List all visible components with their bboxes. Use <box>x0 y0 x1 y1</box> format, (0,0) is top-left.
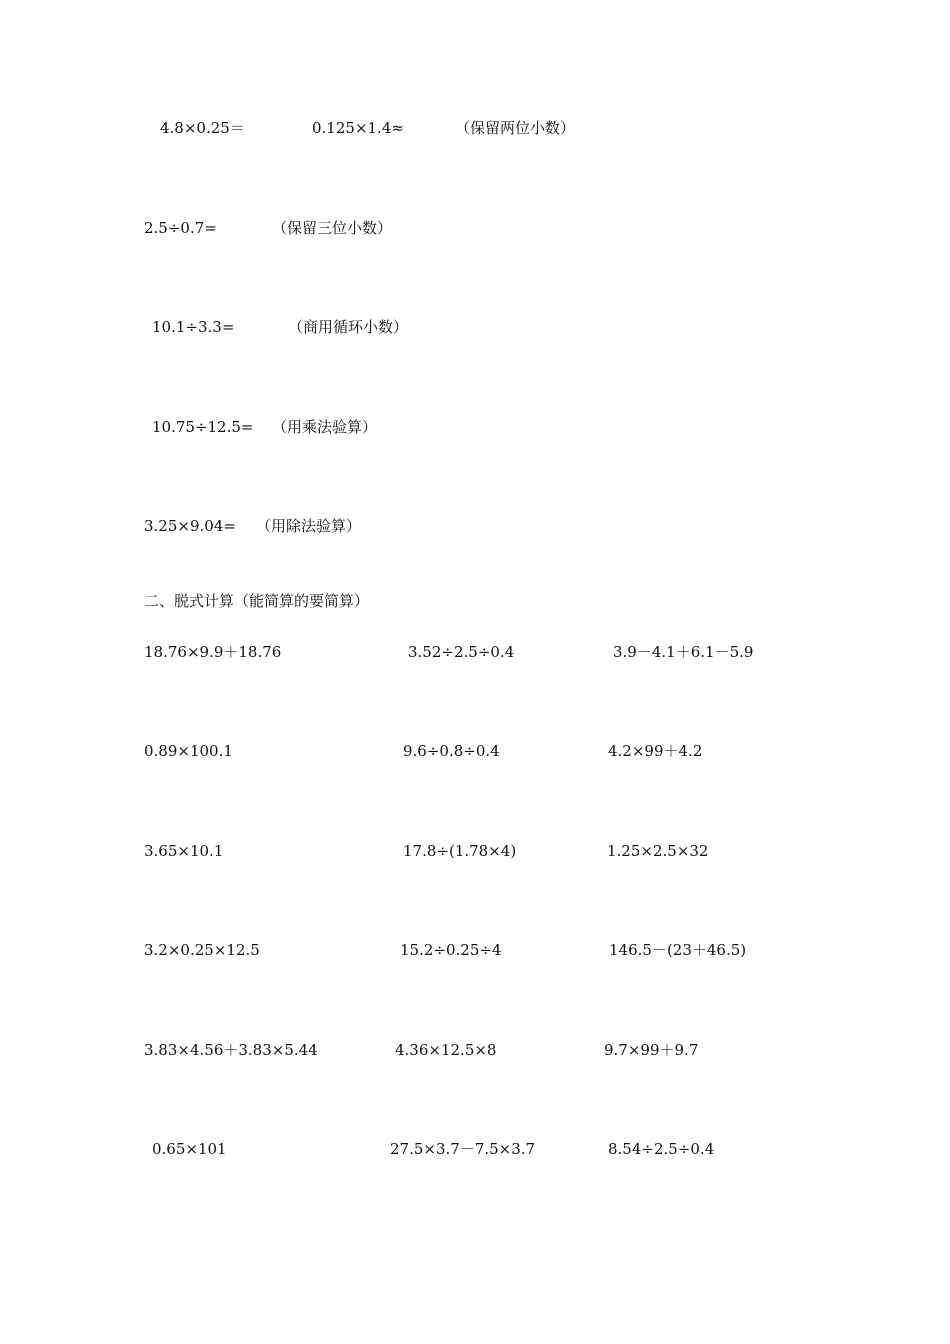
note-three-decimals: （保留三位小数） <box>272 219 393 237</box>
calc-1-2: 3.52÷2.5÷0.4 <box>408 643 515 661</box>
calc-2-2: 9.6÷0.8÷0.4 <box>403 742 500 760</box>
calc-2-3: 4.2×99＋4.2 <box>608 742 703 760</box>
calc-5-3: 9.7×99＋9.7 <box>604 1041 699 1059</box>
calc-4-1: 3.2×0.25×12.5 <box>144 941 260 959</box>
calc-3-2: 17.8÷(1.78×4) <box>403 842 517 860</box>
calc-5-1: 3.83×4.56＋3.83×5.44 <box>144 1041 318 1059</box>
note-verify-division: （用除法验算） <box>256 517 362 535</box>
calc-6-1: 0.65×101 <box>152 1140 227 1158</box>
calc-6-3: 8.54÷2.5÷0.4 <box>608 1140 715 1158</box>
calc-6-2: 27.5×3.7－7.5×3.7 <box>390 1140 536 1158</box>
calc-3-1: 3.65×10.1 <box>144 842 224 860</box>
problem-10-75-div-12-5: 10.75÷12.5= <box>152 418 254 436</box>
note-verify-multiplication: （用乘法验算） <box>272 418 378 436</box>
calc-3-3: 1.25×2.5×32 <box>607 842 709 860</box>
calc-4-2: 15.2÷0.25÷4 <box>400 941 502 959</box>
problem-2-5-div-0-7: 2.5÷0.7= <box>144 219 217 237</box>
calc-2-1: 0.89×100.1 <box>144 742 233 760</box>
problem-10-1-div-3-3: 10.1÷3.3= <box>152 318 235 336</box>
calc-1-3: 3.9－4.1＋6.1－5.9 <box>613 643 754 661</box>
calc-4-3: 146.5－(23＋46.5) <box>609 941 747 959</box>
note-two-decimals: （保留两位小数） <box>455 119 576 137</box>
calc-5-2: 4.36×12.5×8 <box>395 1041 497 1059</box>
section-2-heading: 二、脱式计算（能简算的要简算） <box>144 592 370 610</box>
note-repeating-decimal: （商用循环小数） <box>288 318 409 336</box>
problem-4-8-times-0-25: 4.8×0.25＝ <box>160 119 245 137</box>
problem-3-25-times-9-04: 3.25×9.04= <box>144 517 236 535</box>
calc-1-1: 18.76×9.9＋18.76 <box>144 643 282 661</box>
problem-0-125-times-1-4: 0.125×1.4≈ <box>312 119 404 137</box>
